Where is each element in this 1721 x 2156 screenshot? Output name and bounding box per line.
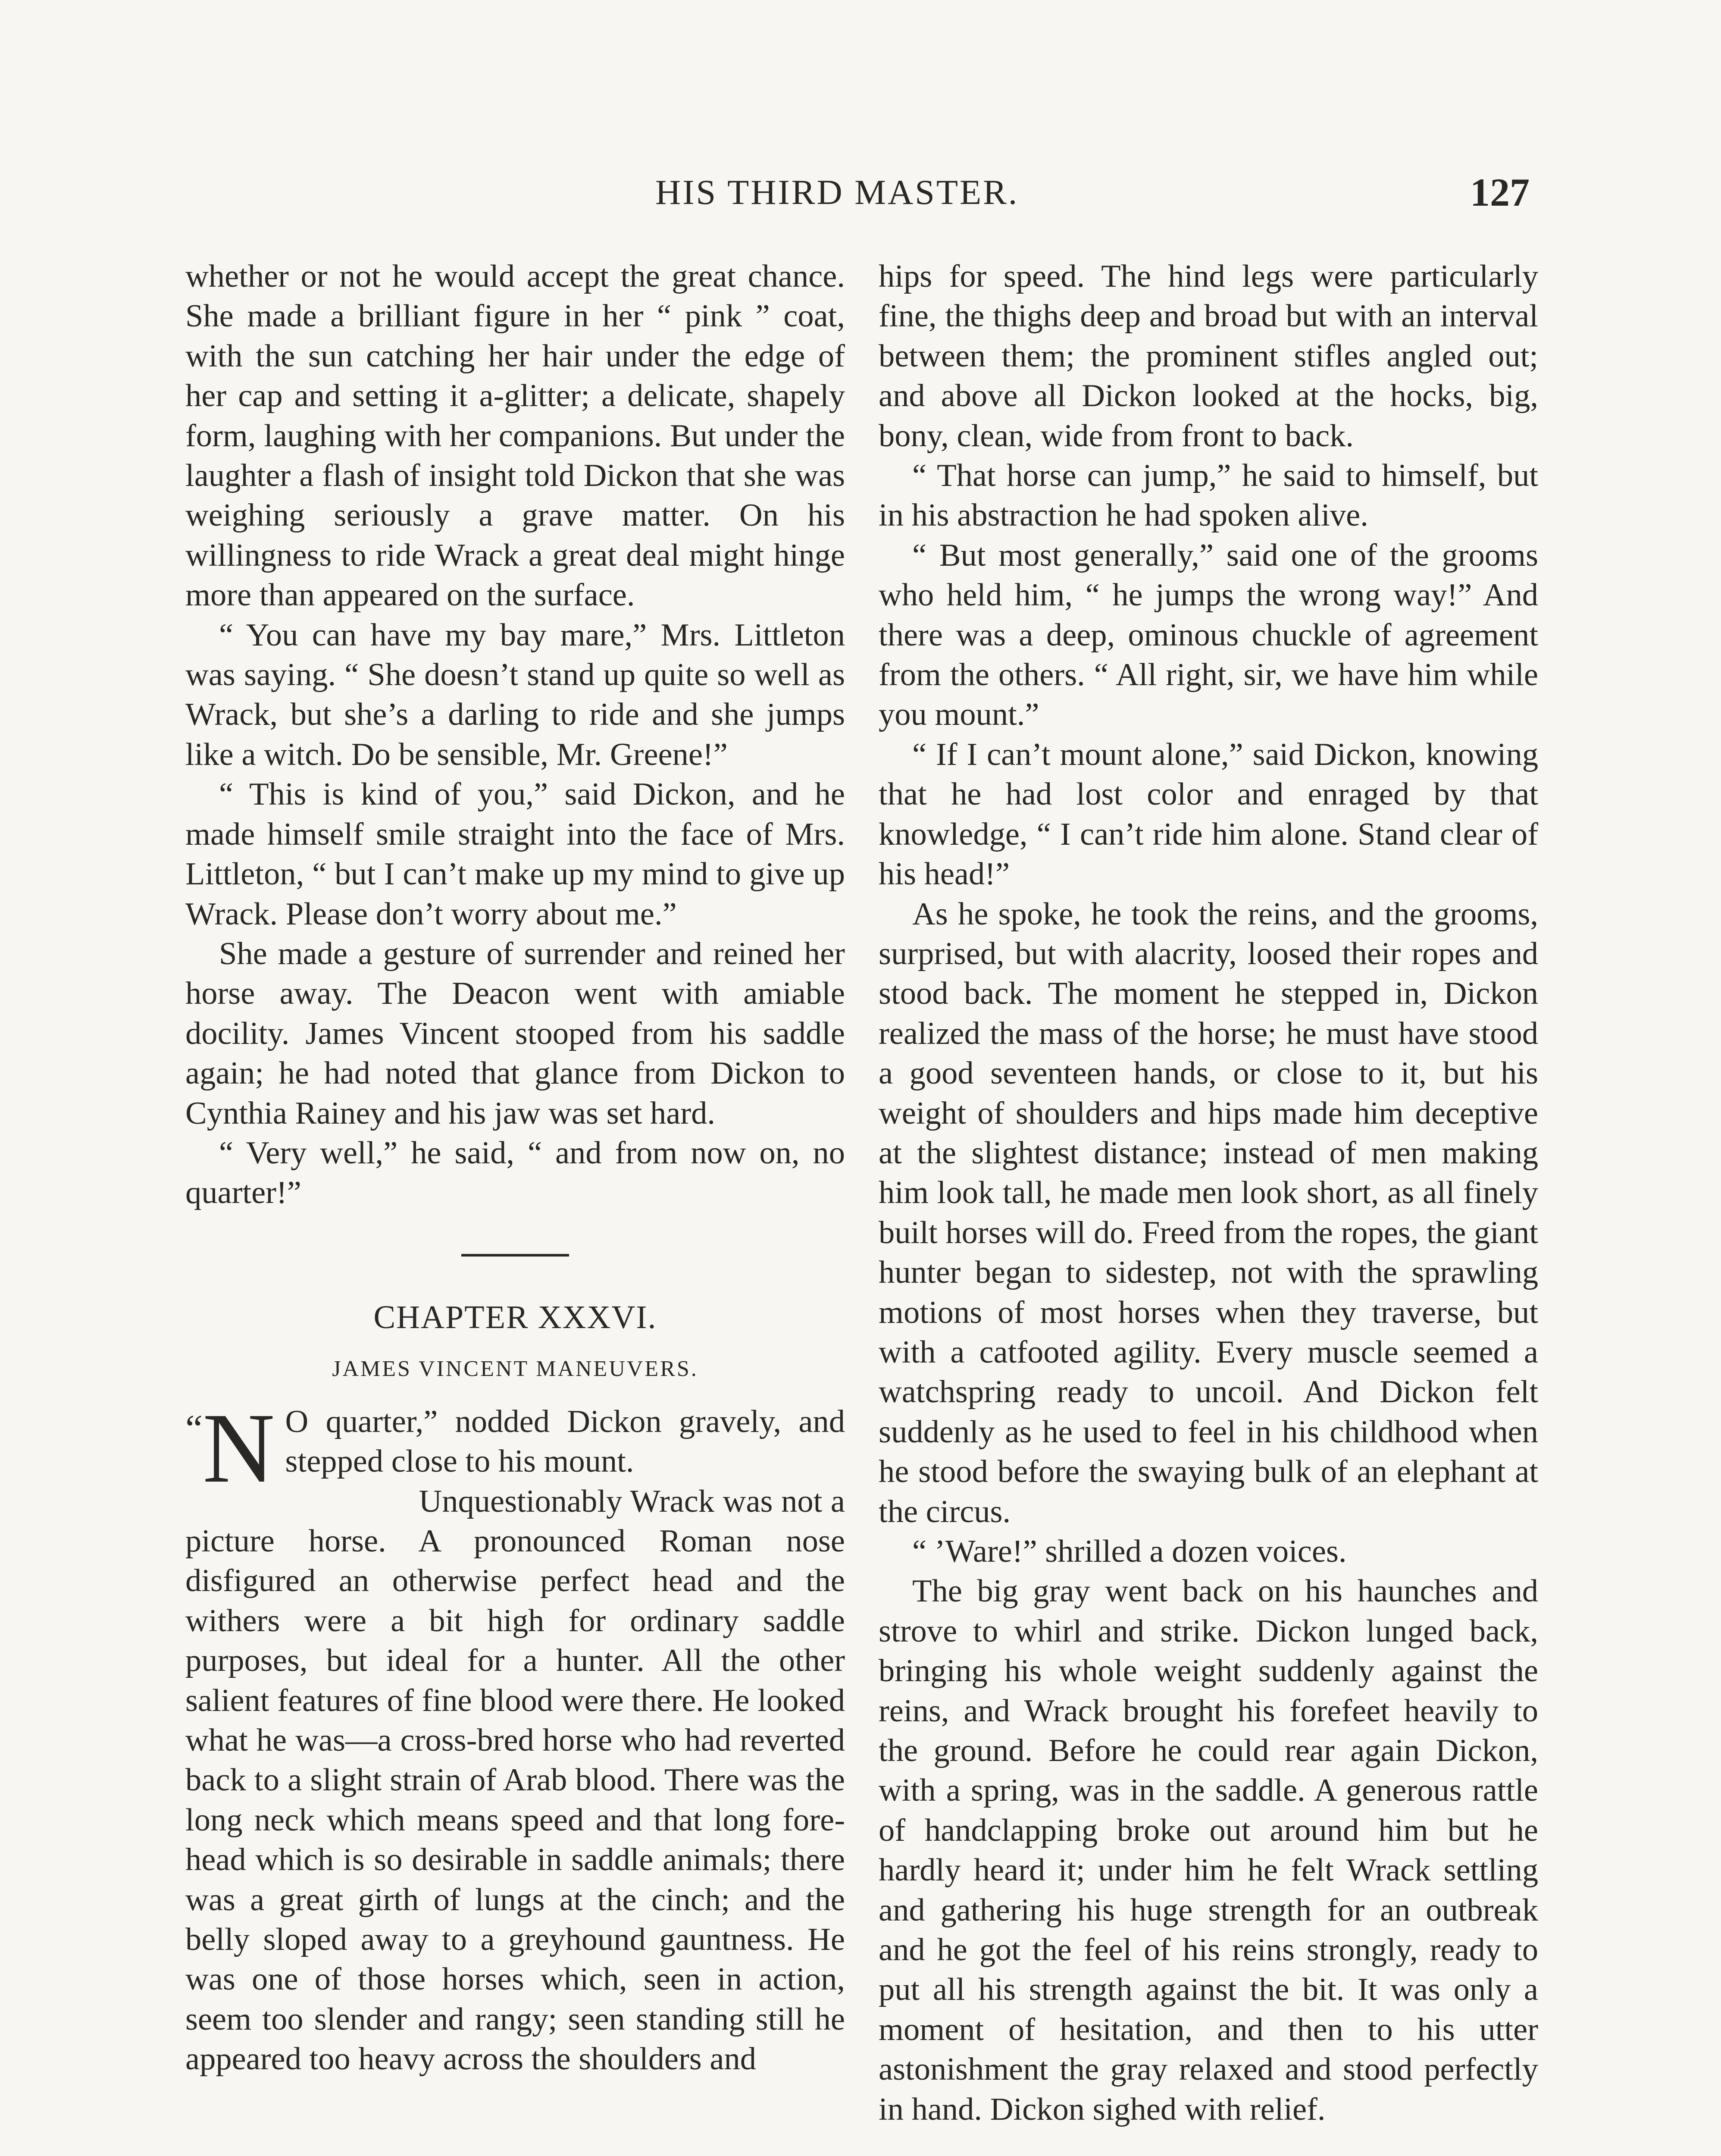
section-divider (461, 1254, 569, 1257)
running-title: HIS THIRD MASTER. (655, 172, 1019, 212)
left-column (185, 257, 845, 2079)
right-column (879, 257, 1538, 2129)
paragraph: “ This is kind of you,” said Dickon, and he made himself smile straight into the face of Mrs. Littleton, “ but I can’t make up my mind to give up Wrack. Please don’t worry about me.” (185, 777, 845, 932)
paragraph: She made a gesture of surrender and reined her horse away. The Deacon went with amiable docility. James Vincent stooped from his saddle again; he had noted that glance from Dickon to Cynthia Rainey and his jaw was set hard. (185, 936, 845, 1131)
drop-cap-quote: “ (185, 1407, 203, 1450)
paragraph: Unquestionably Wrack was not a picture horse. A pronounced Roman nose disfigured an otherwise perfect head and the withers were a bit high for ordinary saddle purposes, but ideal for a hunter. All the other salient features of fine blood were there. He looked what he was—a cross-bred horse who had reverted back to a slight strain of Arab blood. There was the long neck which means speed and that long forehead which is so desirable in saddle animals; there was a great girth of lungs at the cinch; and the belly sloped away to a greyhound gauntness. He was one of those horses which, seen in action, seem too slender and rangy; seen standing still he appeared too heavy across the shoulders and (185, 1483, 845, 2077)
paragraph: hips for speed. The hind legs were particularly fine, the thighs deep and broad but with an interval between them; the prominent stifles angled out; and above all Dickon looked at the hocks, big, bony, clean, wide from front to back. (879, 259, 1538, 454)
paragraph: As he spoke, he took the reins, and the grooms, surprised, but with alacrity, loosed their ropes and stood back. The moment he stepped in, Dickon realized the mass of the horse; he must have stood a good seventeen hands, or close to it, but his weight of shoulders and hips made him deceptive at the slightest distance; instead of men making him look tall, he made men look short, as all finely built horses will do. Freed from the ropes, the giant hunter began to sidestep, not with the sprawling motions of most horses when they traverse, but with a catfooted agility. Every muscle seemed a watchspring ready to uncoil. And Dickon felt suddenly as he used to feel in his childhood when he stood before the swaying bulk of an elephant at the circus. (879, 896, 1538, 1529)
paragraph: The big gray went back on his haunches and strove to whirl and strike. Dickon lunged back, bringing his whole weight suddenly against the reins, and Wrack brought his forefeet heavily to the ground. Before he could rear again Dickon, with a spring, was in the saddle. A generous rattle of handclapping broke out around him but he hardly heard it; under him he felt Wrack settling and gathering his huge strength for an outbreak and he got the feel of his reins strongly, ready to put all his strength against the bit. It was only a moment of hesitation, and then to his utter astonishment the gray relaxed and stood perfectly in hand. Dickon sighed with relief. (879, 1573, 1538, 2127)
paragraph: “ But most generally,” said one of the grooms who held him, “ he jumps the wrong way!” And there was a deep, ominous chuckle of agreement from the others. “ All right, sir, we have him while you mount.” (879, 537, 1538, 733)
paragraph: “ You can have my bay mare,” Mrs. Littleton was saying. “ She doesn’t stand up quite so well as Wrack, but she’s a darling to ride and she jumps like a witch. Do be sensible, Mr. Greene!” (185, 617, 845, 772)
paragraph: “ If I can’t mount alone,” said Dickon, knowing that he had lost color and enraged by that knowledge, “ I can’t ride him alone. Stand clear of his head!” (879, 736, 1538, 892)
paragraph: whether or not he would accept the great chance. She made a brilliant figure in her “ pink ” coat, with the sun catching her hair under the edge of her cap and setting it a-glitter; a delicate, shapely form, laughing with her companions. But under the laughter a flash of insight told Dickon that she was weighing seriously a grave matter. On his willingness to ride Wrack a great deal might hinge more than appeared on the surface. (185, 259, 845, 613)
chapter-subtitle: JAMES VINCENT MANEUVERS. (332, 1356, 698, 1381)
chapter-title: CHAPTER XXXVI. (373, 1299, 657, 1335)
page-number: 127 (1470, 170, 1530, 214)
opening-paragraph (185, 1392, 845, 1504)
paragraph-text: O quarter,” nodded Dickon gravely, and stepped close to his mount. (285, 1404, 845, 1479)
paragraph: “ Very well,” he said, “ and from now on, no quarter!” (185, 1135, 845, 1211)
drop-cap-letter: N (202, 1392, 275, 1504)
paragraph: “ That horse can jump,” he said to himself, but in his abstraction he had spoken alive. (879, 458, 1538, 533)
paragraph: “ ’Ware!” shrilled a dozen voices. (912, 1534, 1347, 1569)
drop-cap (185, 1392, 275, 1504)
